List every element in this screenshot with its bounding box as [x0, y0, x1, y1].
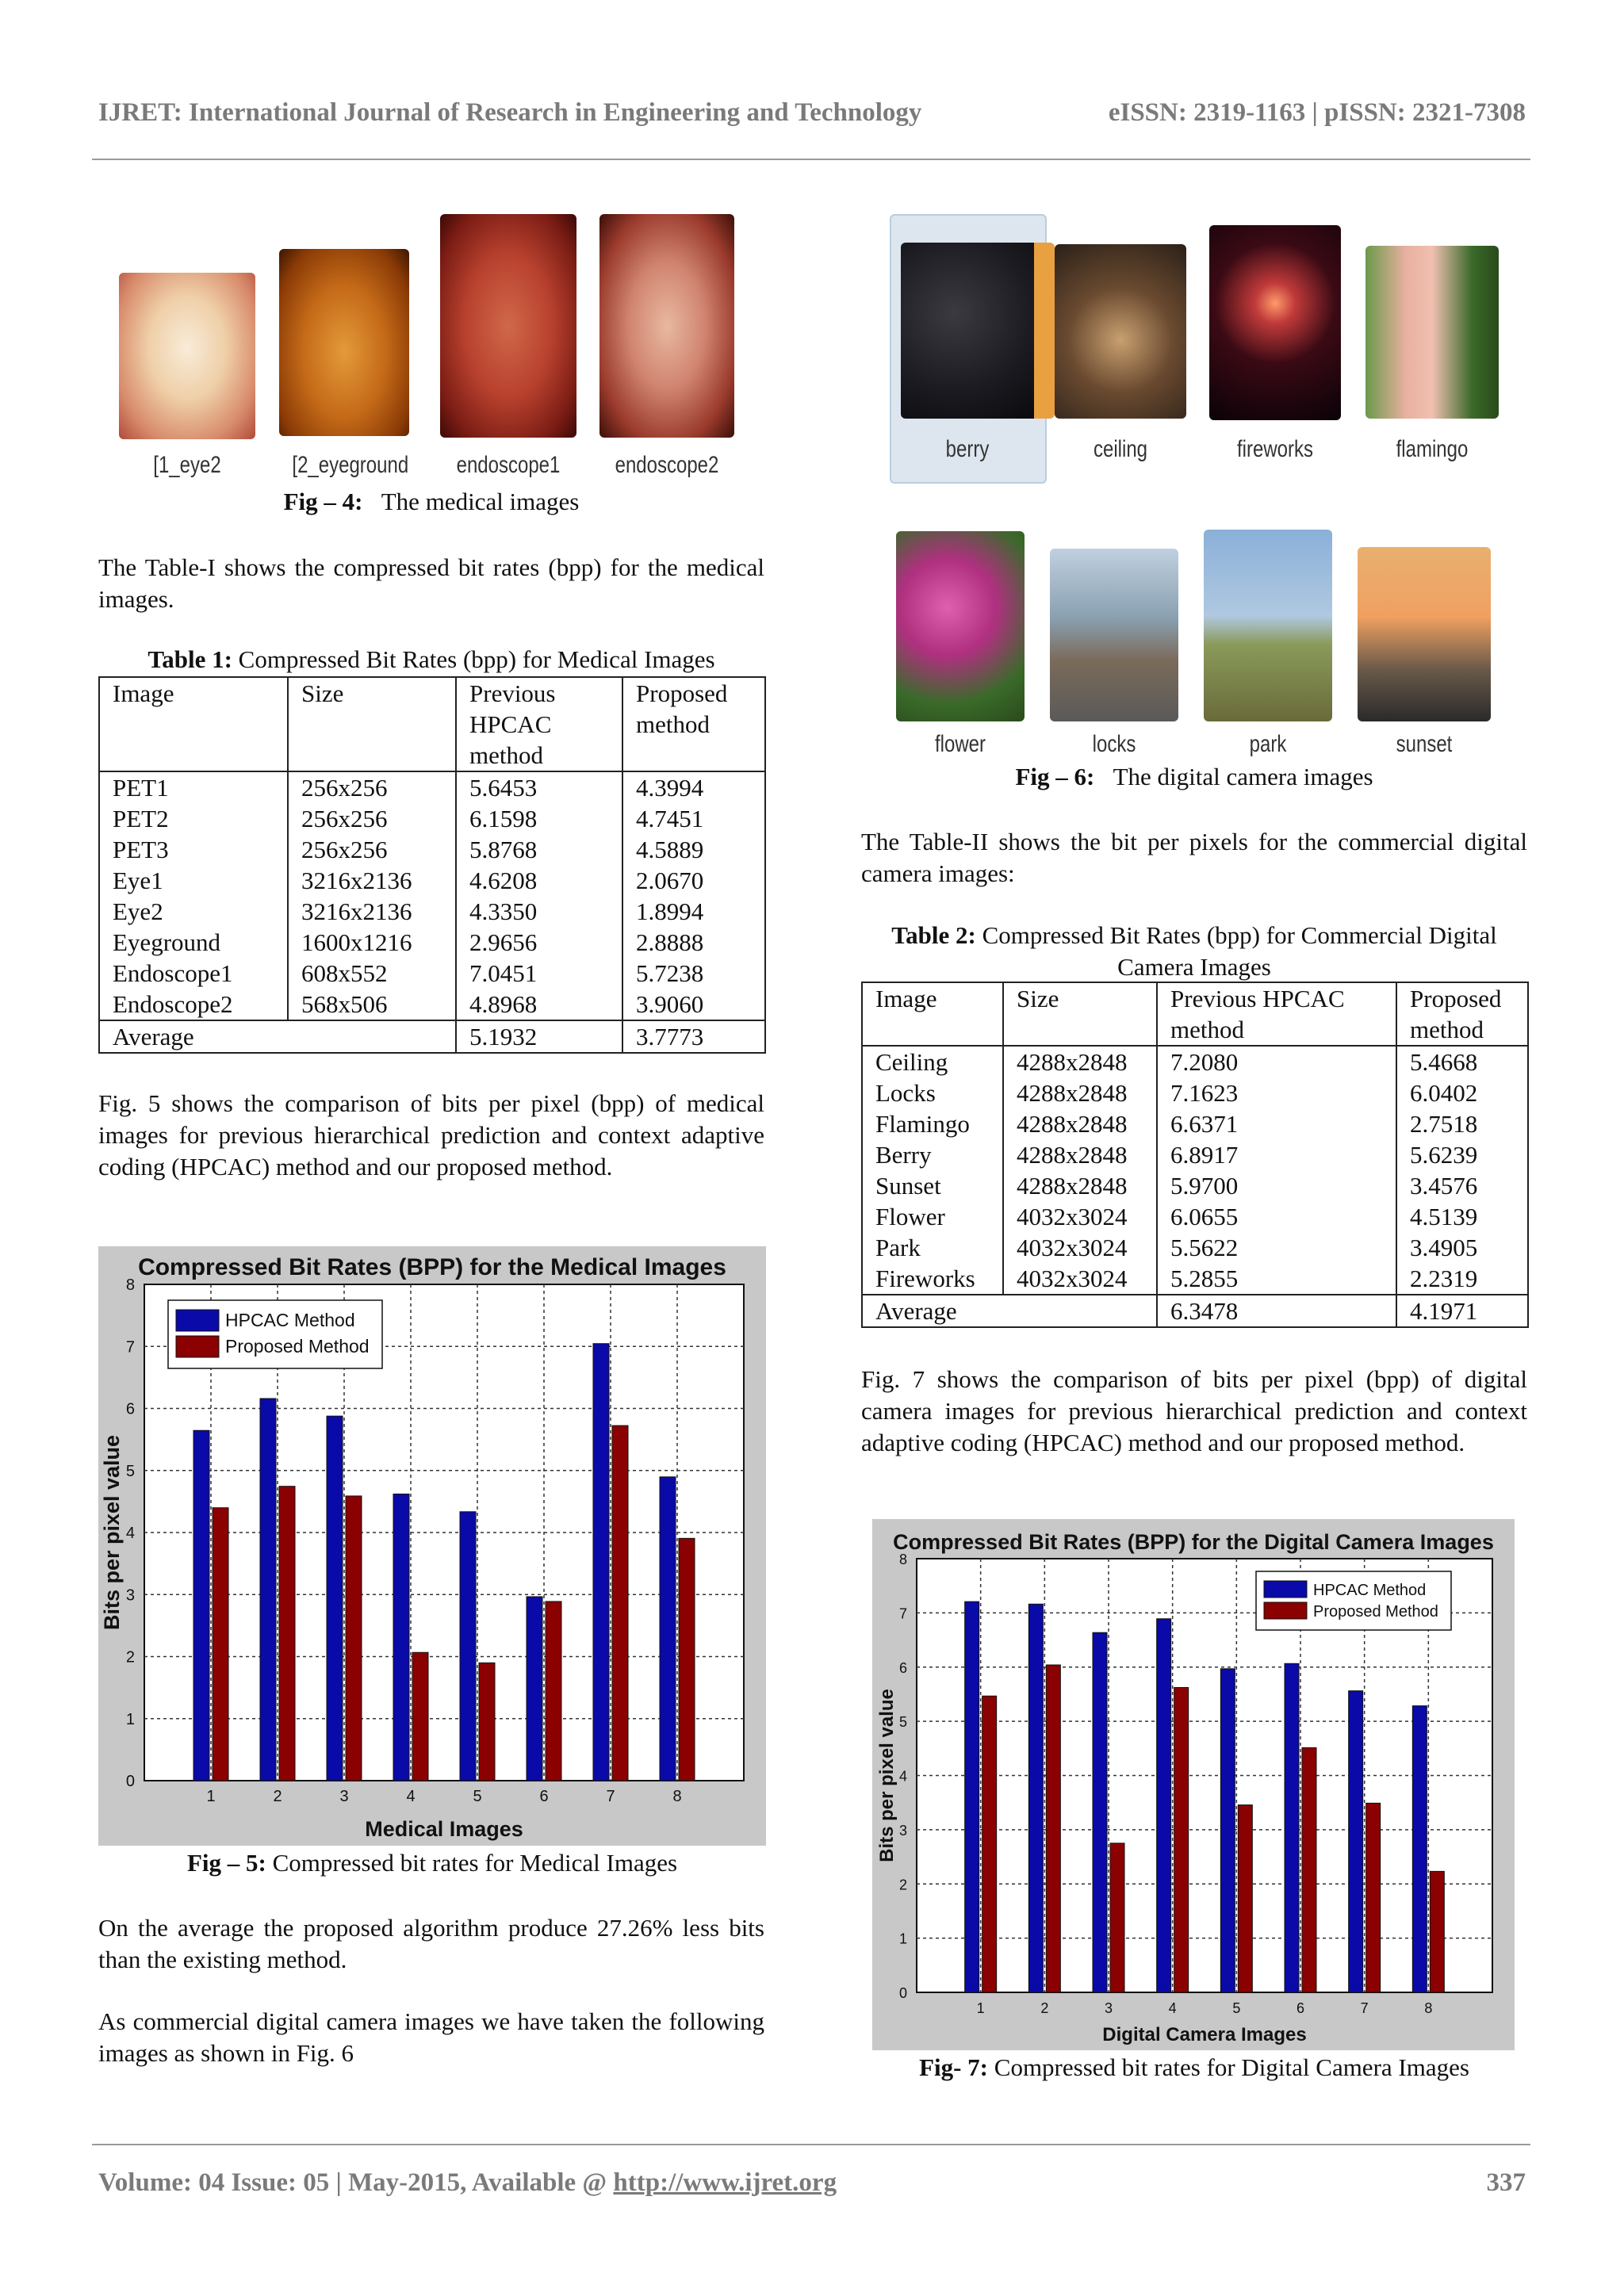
- paragraph: On the average the proposed algorithm produce 27.26% less bits than the existing method.: [98, 1914, 764, 1973]
- legend-label: Proposed Method: [1313, 1603, 1438, 1621]
- fig6-label: fireworks: [1236, 436, 1313, 462]
- eyeground-thumbnail: [279, 249, 409, 436]
- table-row: [862, 1046, 1528, 1077]
- bar-hpcac: [593, 1344, 609, 1781]
- y-axis-label: Bits per pixel value: [100, 1434, 124, 1631]
- fig5-caption-number: Fig – 5:: [186, 1849, 266, 1877]
- table1: [98, 676, 766, 1054]
- table-row: [99, 834, 765, 865]
- bar-proposed: [279, 1487, 295, 1781]
- x-tick-label: 8: [1424, 2000, 1433, 2016]
- journal-title: IJRET: International Journal of Research in Engineering and Technology: [98, 98, 922, 127]
- chart-camera-images: [872, 1519, 1515, 2050]
- y-tick-label: 3: [898, 1822, 907, 1839]
- bar-proposed: [346, 1496, 362, 1781]
- fig6-label: ceiling: [1093, 436, 1148, 462]
- fig4-label: endoscope2: [615, 452, 719, 478]
- bar-hpcac: [1349, 1691, 1363, 1992]
- table-cell: Fireworks: [862, 1263, 1003, 1295]
- y-tick-label: 6: [125, 1400, 135, 1418]
- legend-label: Proposed Method: [225, 1336, 370, 1357]
- table-cell: 6.1598: [456, 803, 622, 834]
- table-cell: Eye2: [99, 896, 288, 927]
- table-cell: 5.8768: [456, 834, 622, 865]
- x-tick-label: 3: [339, 1788, 349, 1805]
- table-cell: 4288x2848: [1003, 1046, 1157, 1077]
- table-cell: Ceiling: [862, 1046, 1003, 1077]
- bar-hpcac: [1285, 1663, 1299, 1992]
- legend-box: [1256, 1571, 1451, 1630]
- table-header-cell: Proposed method: [1396, 982, 1528, 1046]
- bar-hpcac: [1157, 1619, 1171, 1992]
- table-cell: 4.3994: [622, 771, 765, 803]
- bar-proposed: [679, 1538, 695, 1781]
- bar-proposed: [612, 1425, 628, 1781]
- table-cell: 2.8888: [622, 927, 765, 958]
- fireworks-thumbnail: [1209, 225, 1341, 420]
- table-cell: 4.7451: [622, 803, 765, 834]
- table-cell: 3.9060: [622, 989, 765, 1020]
- table-cell: 4.1971: [1396, 1295, 1528, 1327]
- table-cell: 6.0402: [1396, 1077, 1528, 1108]
- page-number: 337: [1486, 2168, 1526, 2197]
- table-cell: 4.5139: [1396, 1201, 1528, 1232]
- footer-link[interactable]: http://www.ijret.org: [613, 2168, 837, 2197]
- table-cell: 256x256: [288, 834, 456, 865]
- fig4-caption-text: The medical images: [381, 488, 580, 515]
- fig4-label: endoscope1: [456, 452, 561, 478]
- paragraph: As commercial digital camera images we have taken the following images as shown in Fig. 6: [98, 2007, 764, 2067]
- table-cell: 4.6208: [456, 865, 622, 896]
- table-average-row: [99, 1020, 765, 1053]
- fig6-label: park: [1249, 731, 1287, 757]
- fig4-label: [1_eye2: [153, 452, 221, 478]
- table-cell: 2.7518: [1396, 1108, 1528, 1139]
- bar-hpcac: [327, 1416, 343, 1781]
- x-tick-label: 7: [606, 1788, 615, 1805]
- fig6-caption: [861, 763, 1527, 791]
- table-cell: Eye1: [99, 865, 288, 896]
- table-row: [99, 927, 765, 958]
- y-tick-label: 5: [898, 1714, 907, 1731]
- table1-title-text: Compressed Bit Rates (bpp) for Medical Images: [238, 645, 715, 673]
- table-row: [99, 865, 765, 896]
- fig6-label: flamingo: [1396, 436, 1469, 462]
- legend-swatch: [1264, 1602, 1307, 1619]
- fig6-caption-text: The digital camera images: [1113, 763, 1373, 790]
- table-cell: 7.0451: [456, 958, 622, 989]
- table-header-cell: Size: [288, 677, 456, 771]
- y-axis-label: Bits per pixel value: [876, 1689, 898, 1862]
- chart-medical-images: [98, 1246, 766, 1846]
- table-cell: Berry: [862, 1139, 1003, 1170]
- table1-title: [98, 645, 764, 674]
- bar-hpcac: [1412, 1706, 1427, 1992]
- table-cell: 4.5889: [622, 834, 765, 865]
- table-cell: 1.8994: [622, 896, 765, 927]
- x-axis-label: Digital Camera Images: [1102, 2024, 1307, 2045]
- fig6-label: berry: [945, 436, 990, 462]
- table-cell: 4288x2848: [1003, 1108, 1157, 1139]
- bar-proposed: [412, 1652, 428, 1781]
- locks-thumbnail: [1050, 549, 1178, 721]
- bar-hpcac: [527, 1597, 542, 1781]
- table-row: [99, 989, 765, 1020]
- bar-proposed: [1174, 1687, 1189, 1992]
- flamingo-thumbnail: [1365, 246, 1499, 419]
- y-tick-label: 0: [125, 1773, 135, 1790]
- y-tick-label: 4: [898, 1768, 907, 1785]
- fig7-caption-text: Compressed bit rates for Digital Camera Images: [994, 2053, 1469, 2081]
- table-cell: Endoscope2: [99, 989, 288, 1020]
- y-tick-label: 2: [125, 1648, 135, 1667]
- fig7-caption: [861, 2053, 1527, 2082]
- table-row: [99, 803, 765, 834]
- bar-hpcac: [193, 1430, 209, 1781]
- table-cell: 4288x2848: [1003, 1077, 1157, 1108]
- x-tick-label: 1: [976, 2000, 985, 2016]
- chart-title: Compressed Bit Rates (BPP) for the Medical Images: [138, 1254, 726, 1280]
- table-cell: PET3: [99, 834, 288, 865]
- table-cell: 4288x2848: [1003, 1139, 1157, 1170]
- table-cell: Average: [99, 1020, 456, 1053]
- table-header-cell: Previous HPCAC method: [1157, 982, 1396, 1046]
- x-tick-label: 6: [539, 1788, 549, 1805]
- legend-swatch: [1264, 1581, 1307, 1598]
- y-tick-label: 7: [125, 1338, 135, 1357]
- fig4-caption: [98, 488, 764, 516]
- fig7-caption-number: Fig- 7:: [919, 2053, 989, 2081]
- table-cell: Locks: [862, 1077, 1003, 1108]
- table-cell: 568x506: [288, 989, 456, 1020]
- issn-text: eISSN: 2319-1163 | pISSN: 2321-7308: [1108, 98, 1526, 127]
- table-cell: 3.7773: [622, 1020, 765, 1053]
- y-tick-label: 4: [125, 1525, 135, 1542]
- table-header-cell: Image: [862, 982, 1003, 1046]
- table-cell: 5.7238: [622, 958, 765, 989]
- bar-hpcac: [1093, 1632, 1107, 1992]
- bar-proposed: [1046, 1665, 1060, 1992]
- table-cell: Flamingo: [862, 1108, 1003, 1139]
- table-header-cell: Size: [1003, 982, 1157, 1046]
- footer-divider: [92, 2144, 1530, 2145]
- flower-thumbnail: [896, 531, 1025, 721]
- y-tick-label: 1: [898, 1931, 907, 1947]
- y-tick-label: 3: [125, 1586, 135, 1605]
- fig4-caption-number: Fig – 4:: [283, 488, 363, 515]
- table-row: [862, 1201, 1528, 1232]
- table-cell: 4032x3024: [1003, 1201, 1157, 1232]
- x-axis-label: Medical Images: [365, 1817, 523, 1841]
- table-cell: 4.8968: [456, 989, 622, 1020]
- table-row: [862, 1108, 1528, 1139]
- table-cell: 3216x2136: [288, 896, 456, 927]
- fig5-caption-text: Compressed bit rates for Medical Images: [272, 1849, 678, 1877]
- x-tick-label: 2: [1040, 2000, 1049, 2016]
- table-cell: 5.5622: [1157, 1232, 1396, 1263]
- table-cell: 2.2319: [1396, 1263, 1528, 1295]
- x-tick-label: 4: [1168, 2000, 1177, 2016]
- legend-label: HPCAC Method: [1313, 1582, 1427, 1599]
- table-cell: 2.9656: [456, 927, 622, 958]
- ceiling-thumbnail: [1055, 244, 1186, 419]
- table-header-row: [99, 677, 765, 771]
- table-cell: 256x256: [288, 803, 456, 834]
- header-divider: [92, 159, 1530, 160]
- x-tick-label: 4: [406, 1788, 416, 1805]
- table-cell: PET2: [99, 803, 288, 834]
- table-cell: 4288x2848: [1003, 1170, 1157, 1201]
- bar-hpcac: [660, 1477, 676, 1781]
- bar-proposed: [1238, 1805, 1252, 1992]
- table-average-row: [862, 1295, 1528, 1327]
- park-thumbnail: [1204, 530, 1332, 721]
- table-row: [99, 771, 765, 803]
- table2-title: [861, 920, 1527, 983]
- y-tick-label: 8: [125, 1276, 135, 1294]
- fig5-caption: [98, 1849, 766, 1877]
- x-tick-label: 2: [273, 1788, 282, 1805]
- footer-volume-text: Volume: 04 Issue: 05 | May-2015, Available @: [98, 2168, 614, 2197]
- y-tick-label: 8: [898, 1552, 907, 1567]
- table-cell: 5.1932: [456, 1020, 622, 1053]
- table-row: [99, 958, 765, 989]
- paragraph: Fig. 5 shows the comparison of bits per pixel (bpp) of medical images for previous hierarchical prediction and context adaptive coding (HPCAC) method and our proposed method.: [98, 1089, 764, 1181]
- table-cell: 2.0670: [622, 865, 765, 896]
- fig6-label: sunset: [1396, 731, 1453, 757]
- table-cell: 6.0655: [1157, 1201, 1396, 1232]
- table-cell: 6.8917: [1157, 1139, 1396, 1170]
- y-tick-label: 1: [125, 1710, 135, 1728]
- y-tick-label: 7: [898, 1605, 907, 1622]
- x-tick-label: 3: [1104, 2000, 1113, 2016]
- table-cell: 7.2080: [1157, 1046, 1396, 1077]
- x-tick-label: 5: [1232, 2000, 1241, 2016]
- table-cell: Sunset: [862, 1170, 1003, 1201]
- y-tick-label: 0: [898, 1985, 907, 2001]
- table-cell: 6.3478: [1157, 1295, 1396, 1327]
- table-cell: 6.6371: [1157, 1108, 1396, 1139]
- y-tick-label: 6: [898, 1659, 907, 1676]
- table-header-cell: Previous HPCAC method: [456, 677, 622, 771]
- table-cell: 5.6453: [456, 771, 622, 803]
- table-cell: 608x552: [288, 958, 456, 989]
- fig6-label: locks: [1092, 731, 1136, 757]
- table-cell: 3.4905: [1396, 1232, 1528, 1263]
- table-header-row: [862, 982, 1528, 1046]
- paragraph: The Table-II shows the bit per pixels for the commercial digital camera images:: [861, 828, 1527, 887]
- fig7-chart: [872, 1519, 1515, 2050]
- bar-proposed: [1110, 1843, 1124, 1992]
- x-tick-label: 7: [1360, 2000, 1369, 2016]
- endoscope2-thumbnail: [599, 214, 734, 438]
- bar-proposed: [479, 1663, 495, 1781]
- y-tick-label: 5: [125, 1462, 135, 1480]
- legend-swatch: [176, 1310, 219, 1331]
- legend-swatch: [176, 1336, 219, 1357]
- table-cell: Average: [862, 1295, 1157, 1327]
- bar-hpcac: [1028, 1604, 1043, 1992]
- fig5-chart: [98, 1246, 766, 1846]
- bar-hpcac: [460, 1512, 476, 1781]
- paragraph: The Table-I shows the compressed bit rates (bpp) for the medical images.: [98, 553, 764, 613]
- berry-thumbnail: [901, 243, 1055, 419]
- table-row: [862, 1077, 1528, 1108]
- table-cell: 3216x2136: [288, 865, 456, 896]
- fig6-caption-number: Fig – 6:: [1015, 763, 1095, 790]
- x-tick-label: 6: [1296, 2000, 1305, 2016]
- endoscope1-thumbnail: [440, 214, 576, 438]
- table-cell: 5.4668: [1396, 1046, 1528, 1077]
- table-cell: Park: [862, 1232, 1003, 1263]
- table2-title-label: Table 2:: [891, 921, 976, 949]
- eye2-thumbnail: [119, 273, 255, 439]
- table-cell: 5.9700: [1157, 1170, 1396, 1201]
- paragraph: Fig. 7 shows the comparison of bits per pixel (bpp) of digital camera images for previous hierarchical prediction and context adaptive coding (HPCAC) method and our proposed method.: [861, 1365, 1527, 1456]
- table-cell: Flower: [862, 1201, 1003, 1232]
- table-row: [862, 1139, 1528, 1170]
- table-row: [99, 896, 765, 927]
- fig6-label: flower: [934, 731, 986, 757]
- x-tick-label: 8: [672, 1788, 682, 1805]
- footer-volume: [98, 2168, 837, 2198]
- table-row: [862, 1232, 1528, 1263]
- sunset-thumbnail: [1358, 547, 1491, 721]
- table-cell: 7.1623: [1157, 1077, 1396, 1108]
- fig4-label: [2_eyeground: [292, 452, 409, 478]
- chart-title: Compressed Bit Rates (BPP) for the Digital Camera Images: [893, 1530, 1494, 1554]
- table-cell: 5.6239: [1396, 1139, 1528, 1170]
- table-cell: 3.4576: [1396, 1170, 1528, 1201]
- bar-proposed: [982, 1696, 997, 1992]
- table-cell: 4032x3024: [1003, 1232, 1157, 1263]
- table1-title-label: Table 1:: [147, 645, 232, 673]
- table-cell: 4032x3024: [1003, 1263, 1157, 1295]
- table-cell: 5.2855: [1157, 1263, 1396, 1295]
- table-cell: 1600x1216: [288, 927, 456, 958]
- bar-hpcac: [260, 1399, 276, 1781]
- bar-proposed: [1302, 1747, 1316, 1992]
- table-cell: 4.3350: [456, 896, 622, 927]
- bar-proposed: [1430, 1871, 1444, 1992]
- table-cell: Endoscope1: [99, 958, 288, 989]
- table-header-cell: Image: [99, 677, 288, 771]
- table-cell: Eyeground: [99, 927, 288, 958]
- legend-label: HPCAC Method: [225, 1310, 355, 1330]
- x-tick-label: 1: [206, 1788, 216, 1805]
- table-header-cell: Proposed method: [622, 677, 765, 771]
- table-row: [862, 1263, 1528, 1295]
- table-cell: 256x256: [288, 771, 456, 803]
- table2: [861, 982, 1529, 1328]
- table2-title-text: Compressed Bit Rates (bpp) for Commercial Digital Camera Images: [982, 921, 1497, 981]
- x-tick-label: 5: [473, 1788, 482, 1805]
- table-cell: PET1: [99, 771, 288, 803]
- bar-proposed: [546, 1601, 561, 1781]
- table-row: [862, 1170, 1528, 1201]
- bar-proposed: [1366, 1803, 1381, 1992]
- bar-proposed: [213, 1508, 228, 1781]
- bar-hpcac: [965, 1601, 979, 1992]
- bar-hpcac: [1220, 1669, 1235, 1992]
- y-tick-label: 2: [898, 1877, 907, 1893]
- bar-hpcac: [393, 1494, 409, 1781]
